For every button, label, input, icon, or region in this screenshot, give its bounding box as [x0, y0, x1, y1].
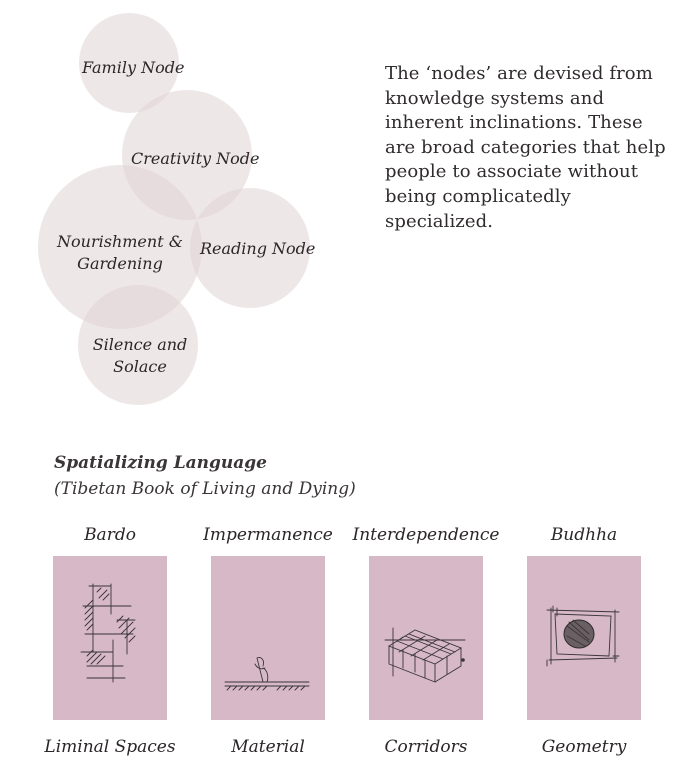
- nourishment-label-line2: Gardening: [77, 254, 163, 273]
- silence-label-line2: Solace: [113, 357, 167, 376]
- card-impermanence: [188, 520, 348, 757]
- card-bardo: [30, 520, 190, 757]
- family-node-label: Family Node: [82, 58, 185, 77]
- card-caption: Corridors: [384, 737, 468, 757]
- card-image: [369, 556, 483, 720]
- section-subtitle: (Tibetan Book of Living and Dying): [54, 479, 356, 499]
- sketch-material-icon: [211, 556, 325, 720]
- node-diagram: [0, 0, 340, 420]
- silence-node-label: [88, 334, 192, 378]
- sketch-corridors-icon: [369, 556, 483, 720]
- nourishment-label-line1: Nourishment &: [57, 232, 183, 251]
- card-interdependence: [346, 520, 506, 757]
- nodes-description: The ‘nodes’ are devised from knowledge systems and inherent inclinations. These are broad categories that help people to associate without being complicatedly specialized.: [385, 63, 666, 232]
- card-title: Impermanence: [203, 525, 333, 545]
- card-image: [53, 556, 167, 720]
- card-image: [211, 556, 325, 720]
- creativity-node-label: Creativity Node: [131, 149, 260, 168]
- card-budhha: [504, 520, 664, 757]
- section-title: Spatializing Language: [54, 453, 267, 473]
- sketch-liminal-icon: [53, 556, 167, 720]
- card-caption: Material: [231, 737, 305, 757]
- card-caption: Geometry: [541, 737, 627, 757]
- silence-label-line1: Silence and: [92, 335, 188, 354]
- nourishment-node-label: [52, 231, 188, 275]
- card-title: Bardo: [84, 525, 136, 545]
- card-image: [527, 556, 641, 720]
- card-title: Interdependence: [352, 525, 500, 545]
- card-title: Budhha: [550, 525, 618, 545]
- reading-node-label: Reading Node: [200, 239, 316, 258]
- sketch-geometry-icon: [527, 556, 641, 720]
- card-caption: Liminal Spaces: [44, 737, 176, 757]
